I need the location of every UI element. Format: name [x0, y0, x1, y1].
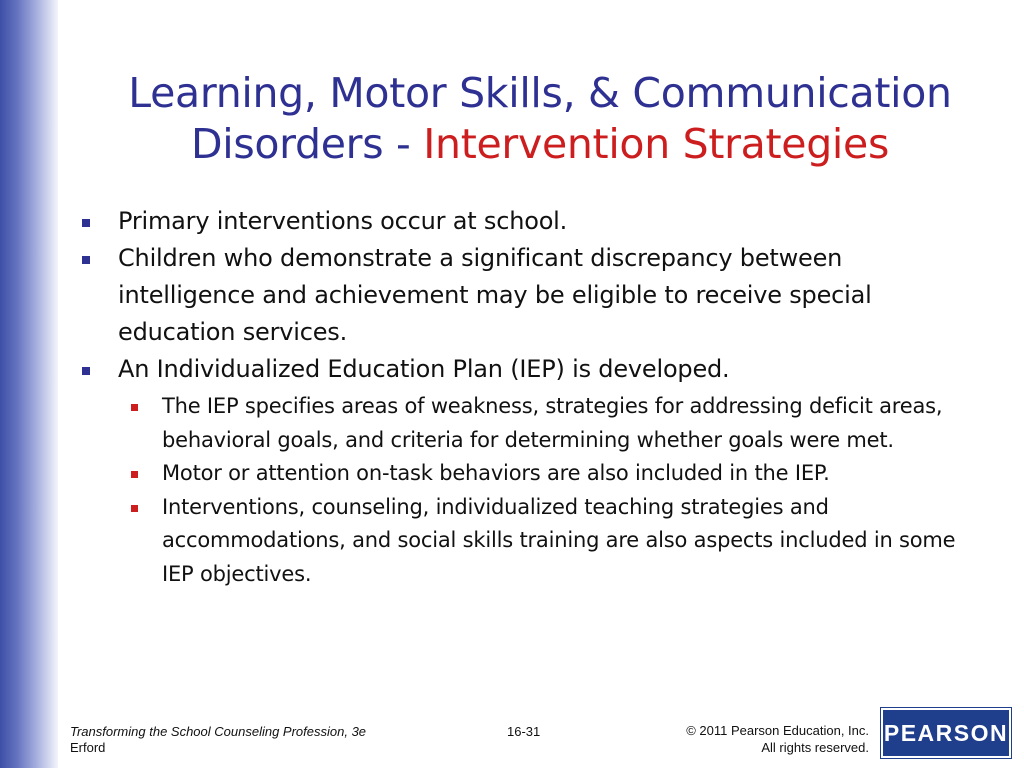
bullet-text: Primary interventions occur at school. [118, 207, 568, 235]
sub-bullet-text: The IEP specifies areas of weakness, strategies for addressing deficit areas, behavioral goals, and criteria for determining whether goals were met. [162, 394, 943, 452]
slide-title-accent: Intervention Strategies [423, 120, 890, 168]
sub-bullet-list [122, 390, 978, 591]
footer-book-title: Transforming the School Counseling Profession, 3e [70, 724, 367, 739]
left-gradient-band [0, 0, 58, 768]
bullet-item [78, 351, 978, 388]
bullet-text: Children who demonstrate a significant discrepancy between intelligence and achievement may be eligible to receive special education services. [118, 244, 872, 346]
square-bullet-icon [82, 367, 90, 375]
square-bullet-icon [82, 256, 90, 264]
footer-rights-line: All rights reserved. [761, 740, 869, 755]
square-bullet-icon [131, 471, 138, 478]
sub-bullet-item [122, 390, 978, 457]
bullet-item [78, 240, 978, 351]
slide-content [78, 203, 978, 593]
bullet-item [78, 203, 978, 240]
bullet-text: An Individualized Education Plan (IEP) is developed. [118, 355, 730, 383]
sub-bullet-item [122, 457, 978, 491]
pearson-logo [881, 708, 1011, 758]
footer-copyright [686, 722, 869, 756]
footer-author: Erford [70, 740, 106, 755]
square-bullet-icon [131, 505, 138, 512]
footer-page-number: 16-31 [507, 724, 541, 739]
pearson-logo-text: PEARSON [883, 719, 1009, 746]
sub-bullet-item [122, 491, 978, 592]
slide-title [70, 68, 1010, 170]
footer-copyright-line: © 2011 Pearson Education, Inc. [686, 723, 869, 738]
sub-bullet-text: Interventions, counseling, individualized teaching strategies and accommodations, and social skills training are also aspects included in some IEP objectives. [162, 494, 956, 586]
sub-bullet-text: Motor or attention on-task behaviors are also included in the IEP. [162, 461, 830, 485]
square-bullet-icon [131, 404, 138, 411]
square-bullet-icon [82, 219, 90, 227]
footer-book-info [70, 724, 366, 756]
slide-title-main: Learning, Motor Skills, & Communication Disorders - [128, 69, 952, 168]
